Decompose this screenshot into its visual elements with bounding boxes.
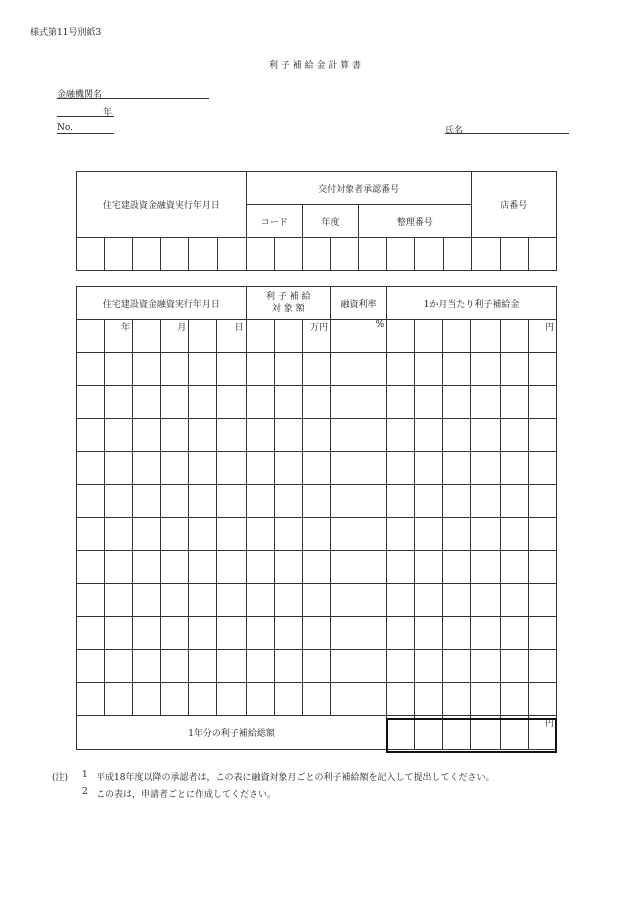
input-cell[interactable] [189,320,217,353]
input-cell[interactable] [105,485,133,518]
notes-prefix: (注) [52,773,69,783]
input-cell[interactable] [189,617,217,650]
input-cell[interactable] [443,353,471,386]
input-cell[interactable] [443,617,471,650]
input-cell[interactable] [330,617,386,650]
input-cell[interactable] [133,584,161,617]
input-cell[interactable] [77,419,105,452]
input-cell[interactable] [330,551,386,584]
input-cell[interactable] [77,452,105,485]
input-cell[interactable] [415,485,443,518]
input-cell[interactable] [105,650,133,683]
input-cell[interactable] [330,683,386,716]
input-cell[interactable] [189,683,217,716]
input-cell[interactable] [387,584,415,617]
input-cell[interactable] [302,386,330,419]
input-cell[interactable] [77,518,105,551]
input-cell[interactable] [105,419,133,452]
input-cell[interactable] [415,518,443,551]
input-cell[interactable] [246,650,274,683]
input-cell[interactable] [528,238,556,271]
input-cell[interactable] [274,683,302,716]
year-label: 年 [103,108,113,118]
input-cell[interactable] [189,650,217,683]
input-cell[interactable] [105,551,133,584]
input-cell[interactable] [77,485,105,518]
table-row [77,452,557,485]
input-cell[interactable] [387,238,415,271]
input-cell[interactable] [189,386,217,419]
input-cell[interactable] [528,386,556,419]
input-cell[interactable] [161,452,189,485]
input-cell[interactable] [443,683,471,716]
table-row [77,551,557,584]
input-cell[interactable] [330,485,386,518]
input-cell[interactable] [302,419,330,452]
input-cell[interactable] [77,320,105,353]
input-cell[interactable] [500,386,528,419]
input-cell[interactable] [387,320,415,353]
input-cell[interactable] [77,238,105,271]
input-cell[interactable] [274,518,302,551]
input-cell[interactable] [133,650,161,683]
input-cell[interactable] [133,551,161,584]
input-cell[interactable] [471,320,500,353]
input-cell[interactable] [217,551,246,584]
input-cell[interactable] [471,551,500,584]
input-cell[interactable] [217,584,246,617]
table-row [77,353,557,386]
table-row [77,419,557,452]
input-cell[interactable] [387,419,415,452]
input-cell[interactable] [161,353,189,386]
input-cell[interactable] [471,452,500,485]
table-row [77,650,557,683]
input-cell[interactable] [274,617,302,650]
input-cell[interactable] [387,452,415,485]
input-cell[interactable] [500,584,528,617]
total-cell[interactable] [500,716,528,750]
institution-label: 金融機関名 [57,90,103,100]
table-row [77,617,557,650]
input-cell[interactable] [471,238,500,271]
input-cell[interactable] [246,485,274,518]
note-2-number: 2 [82,787,88,797]
input-cell[interactable] [77,353,105,386]
input-cell[interactable] [274,551,302,584]
input-cell[interactable] [217,238,246,271]
total-cell[interactable] [443,716,471,750]
input-cell[interactable] [528,650,556,683]
input-cell[interactable] [274,353,302,386]
note-1-number: 1 [82,770,88,780]
approval-table [76,171,557,271]
input-cell[interactable] [471,683,500,716]
input-cell[interactable] [415,238,443,271]
input-cell[interactable] [528,617,556,650]
input-cell[interactable] [443,320,471,353]
input-cell[interactable] [133,238,161,271]
input-cell[interactable] [443,386,471,419]
table-row [77,386,557,419]
input-cell[interactable] [330,584,386,617]
subsidy-target-header [246,287,330,320]
input-cell[interactable] [387,518,415,551]
total-cell[interactable] [387,716,415,750]
input-cell[interactable] [246,419,274,452]
input-cell[interactable] [189,419,217,452]
input-cell[interactable] [330,518,386,551]
input-cell[interactable] [246,518,274,551]
input-cell[interactable] [274,320,302,353]
input-cell[interactable] [415,650,443,683]
input-cell[interactable] [387,485,415,518]
input-cell[interactable] [217,452,246,485]
input-cell[interactable] [105,452,133,485]
input-cell[interactable] [500,419,528,452]
input-cell[interactable] [528,485,556,518]
input-cell[interactable] [471,419,500,452]
input-cell[interactable] [274,419,302,452]
unit-man-yen: 万円 [302,320,330,353]
unit-month: 月 [161,320,189,353]
input-cell[interactable] [77,386,105,419]
input-cell[interactable] [359,238,387,271]
input-cell[interactable] [500,551,528,584]
input-cell[interactable] [415,419,443,452]
input-cell[interactable] [302,551,330,584]
no-field[interactable] [57,133,114,134]
input-cell[interactable] [443,584,471,617]
monthly-subsidy-header: 1か月当たり利子補給金 [387,287,557,320]
input-cell[interactable] [415,551,443,584]
subsidy-target-line2: 対 象 額 [271,304,305,314]
input-cell[interactable] [77,650,105,683]
input-cell[interactable] [443,485,471,518]
input-cell[interactable] [189,485,217,518]
branch-header: 店番号 [471,172,556,238]
note-1-text: 平成18年度以降の承認者は，この表に融資対象月ごとの利子補給額を記入して提出してください。 [96,773,495,783]
input-cell[interactable] [330,353,386,386]
table-row [77,584,557,617]
input-cell[interactable] [217,518,246,551]
input-cell[interactable] [471,584,500,617]
unit-year: 年 [105,320,133,353]
input-cell[interactable] [302,683,330,716]
input-cell[interactable] [133,683,161,716]
input-cell[interactable] [387,353,415,386]
input-cell[interactable] [217,386,246,419]
input-cell[interactable] [105,386,133,419]
input-cell[interactable] [387,650,415,683]
annual-total-label: 1年分の利子補給総額 [77,716,387,750]
input-cell[interactable] [161,419,189,452]
input-cell[interactable] [302,353,330,386]
input-cell[interactable] [302,238,330,271]
input-cell[interactable] [133,452,161,485]
input-cell[interactable] [246,584,274,617]
serial-header: 整理番号 [359,205,471,238]
page-title: 利 子 補 給 金 計 算 書 [268,61,362,71]
input-cell[interactable] [189,452,217,485]
input-cell[interactable] [500,238,528,271]
input-cell[interactable] [415,353,443,386]
input-cell[interactable] [415,452,443,485]
input-cell[interactable] [105,238,133,271]
input-cell[interactable] [500,320,528,353]
input-cell[interactable] [161,617,189,650]
input-cell[interactable] [330,650,386,683]
input-cell[interactable] [443,650,471,683]
input-cell[interactable] [217,683,246,716]
input-cell[interactable] [77,617,105,650]
date-header: 住宅建設資金融資実行年月日 [77,172,247,238]
input-cell[interactable] [471,386,500,419]
input-cell[interactable] [528,353,556,386]
input-cell[interactable] [500,353,528,386]
input-cell[interactable] [528,584,556,617]
input-cell[interactable] [387,617,415,650]
input-cell[interactable] [528,452,556,485]
input-cell[interactable] [246,617,274,650]
input-cell[interactable] [500,650,528,683]
input-cell[interactable] [105,353,133,386]
input-cell[interactable] [471,617,500,650]
input-cell[interactable] [274,452,302,485]
input-cell[interactable] [189,551,217,584]
input-cell[interactable] [330,386,386,419]
total-cell[interactable] [415,716,443,750]
table-row [77,683,557,716]
unit-yen: 円 [528,320,556,353]
input-cell[interactable] [528,518,556,551]
input-cell[interactable] [274,238,302,271]
input-cell[interactable] [133,485,161,518]
input-cell[interactable] [246,386,274,419]
form-id: 様式第11号別紙3 [30,28,102,38]
input-cell[interactable] [500,452,528,485]
input-cell[interactable] [302,452,330,485]
input-cell[interactable] [161,551,189,584]
input-cell[interactable] [528,419,556,452]
fiscal-year-header: 年度 [302,205,358,238]
unit-day: 日 [217,320,246,353]
input-cell[interactable] [133,419,161,452]
input-cell[interactable] [77,551,105,584]
calculation-table [76,286,557,750]
institution-field[interactable] [57,98,209,99]
subsidy-target-line1: 利 子 補 給 [266,292,311,302]
input-cell[interactable] [274,386,302,419]
input-cell[interactable] [443,518,471,551]
input-cell[interactable] [161,683,189,716]
input-cell[interactable] [161,518,189,551]
input-cell[interactable] [161,584,189,617]
year-field[interactable] [57,116,114,117]
input-cell[interactable] [133,353,161,386]
note-2-text: この表は，申請者ごとに作成してください。 [96,790,277,800]
input-cell[interactable] [330,419,386,452]
input-cell[interactable] [161,485,189,518]
input-cell[interactable] [246,238,274,271]
input-cell[interactable] [528,551,556,584]
input-cell[interactable] [274,485,302,518]
input-cell[interactable] [189,353,217,386]
input-cell[interactable] [302,518,330,551]
code-header: コード [246,205,302,238]
input-cell[interactable] [387,551,415,584]
input-cell[interactable] [77,584,105,617]
input-cell[interactable] [217,419,246,452]
input-cell[interactable] [246,683,274,716]
input-cell[interactable] [105,584,133,617]
input-cell[interactable] [274,650,302,683]
input-cell[interactable] [133,386,161,419]
input-cell[interactable] [105,518,133,551]
date-header: 住宅建設資金融資実行年月日 [77,287,247,320]
input-cell[interactable] [443,238,471,271]
no-label: No. [57,123,73,133]
input-cell[interactable] [302,584,330,617]
input-cell[interactable] [274,584,302,617]
input-cell[interactable] [217,353,246,386]
input-cell[interactable] [331,238,359,271]
name-label: 氏名 [445,126,464,136]
input-cell[interactable] [302,650,330,683]
input-cell[interactable] [443,551,471,584]
input-cell[interactable] [415,683,443,716]
input-cell[interactable] [189,584,217,617]
input-cell[interactable] [217,617,246,650]
input-cell[interactable] [133,518,161,551]
input-cell[interactable] [415,386,443,419]
rate-header: 融資利率 [330,287,386,320]
input-cell[interactable] [415,584,443,617]
input-cell[interactable] [443,452,471,485]
input-cell[interactable] [415,320,443,353]
input-cell[interactable] [246,353,274,386]
input-cell[interactable] [302,485,330,518]
approval-header: 交付対象者承認番号 [246,172,471,205]
input-cell[interactable] [133,617,161,650]
table-row [77,485,557,518]
input-cell[interactable] [500,485,528,518]
input-cell[interactable] [387,683,415,716]
input-cell[interactable] [471,518,500,551]
input-cell[interactable] [77,683,105,716]
name-field[interactable] [445,133,569,134]
input-cell[interactable] [330,452,386,485]
input-cell[interactable] [471,650,500,683]
input-cell[interactable] [189,518,217,551]
input-cell[interactable] [161,386,189,419]
input-cell[interactable] [246,320,274,353]
input-cell[interactable] [105,683,133,716]
input-cell[interactable] [500,518,528,551]
input-cell[interactable] [443,419,471,452]
input-cell[interactable] [161,238,189,271]
input-cell[interactable] [387,386,415,419]
input-cell[interactable] [133,320,161,353]
input-cell[interactable] [189,238,217,271]
input-cell[interactable] [415,617,443,650]
input-cell[interactable] [161,650,189,683]
input-cell[interactable] [217,650,246,683]
input-cell[interactable] [500,683,528,716]
input-cell[interactable] [471,353,500,386]
table-row [77,518,557,551]
total-unit-yen: 円 [528,716,556,750]
input-cell[interactable] [217,485,246,518]
unit-percent: % [330,320,386,353]
input-cell[interactable] [471,485,500,518]
total-cell[interactable] [471,716,500,750]
input-cell[interactable] [500,617,528,650]
input-cell[interactable] [246,452,274,485]
input-cell[interactable] [105,617,133,650]
input-cell[interactable] [302,617,330,650]
input-cell[interactable] [246,551,274,584]
input-cell[interactable] [528,683,556,716]
